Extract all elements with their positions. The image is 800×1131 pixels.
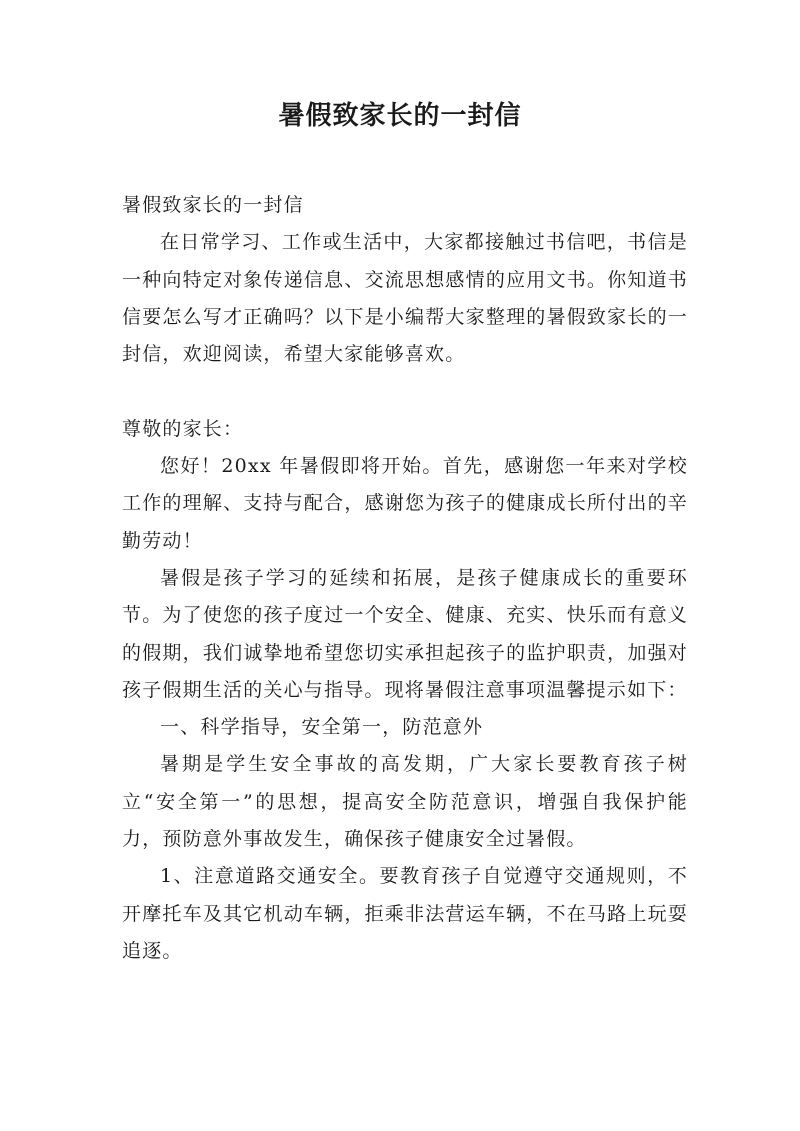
document-title: 暑假致家长的一封信: [278, 101, 522, 131]
traffic-safety-item: 1、注意道路交通安全。要教育孩子自觉遵守交通规则，不开摩托车及其它机动车辆，拒乘非法营运车辆，不在马路上玩耍追逐。: [122, 865, 688, 962]
document-body: [122, 187, 688, 970]
purpose-paragraph: 暑假是孩子学习的延续和拓展，是孩子健康成长的重要环节。为了使您的孩子度过一个安全、健康、充实、快乐而有意义的假期，我们诚挚地希望您切实承担起孩子的监护职责，加强对孩子假期生活的关心与指导。现将暑假注意事项温馨提示如下：: [122, 566, 688, 701]
safety-paragraph: 暑期是学生安全事故的高发期，广大家长要教育孩子树立“安全第一”的思想，提高安全防范意识，增强自我保护能力，预防意外事故发生，确保孩子健康安全过暑假。: [122, 753, 688, 851]
greeting-paragraph: 您好！20xx 年暑假即将开始。首先，感谢您一年来对学校工作的理解、支持与配合，感谢您为孩子的健康成长所付出的辛勤劳动！: [122, 455, 688, 552]
salutation: 尊敬的家长：: [122, 417, 244, 440]
blank-line: [122, 373, 688, 410]
document-subtitle: 暑假致家长的一封信: [122, 194, 304, 216]
section-heading: 一、科学指导，安全第一，防范意外: [160, 716, 484, 739]
intro-paragraph: 在日常学习、工作或生活中，大家都接触过书信吧，书信是一种向特定对象传递信息、交流思想感情的应用文书。你知道书信要怎么写才正确吗？以下是小编帮大家整理的暑假致家长的一封信，欢迎阅读，希望大家能够喜欢。: [122, 231, 688, 366]
